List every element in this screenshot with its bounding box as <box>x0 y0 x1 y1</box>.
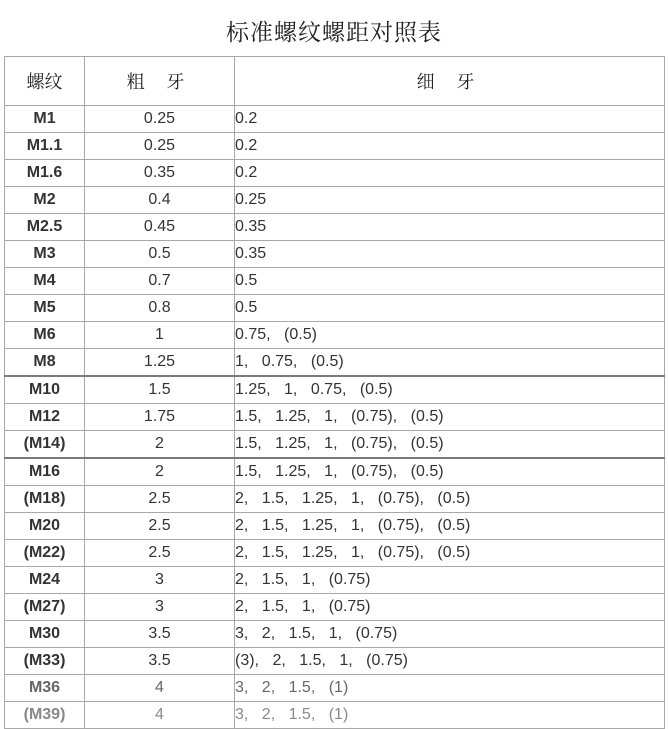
coarse-pitch-cell: 3.5 <box>85 648 235 675</box>
fine-pitch-cell: 3, 2, 1.5, (1) <box>235 702 665 729</box>
thread-size-cell: M5 <box>5 295 85 322</box>
thread-size-cell: M4 <box>5 268 85 295</box>
fine-pitch-cell: (3), 2, 1.5, 1, (0.75) <box>235 648 665 675</box>
thread-size-cell: M20 <box>5 513 85 540</box>
thread-size-cell: M2 <box>5 187 85 214</box>
table-row <box>5 648 665 675</box>
coarse-pitch-cell: 0.45 <box>85 214 235 241</box>
thread-size-cell: M10 <box>5 376 85 404</box>
thread-size-cell: M36 <box>5 675 85 702</box>
table-row <box>5 268 665 295</box>
coarse-pitch-cell: 2 <box>85 458 235 486</box>
fine-pitch-cell: 1.25, 1, 0.75, (0.5) <box>235 376 665 404</box>
thread-size-cell: M3 <box>5 241 85 268</box>
fine-pitch-cell: 0.2 <box>235 106 665 133</box>
coarse-pitch-cell: 4 <box>85 675 235 702</box>
thread-size-cell: M2.5 <box>5 214 85 241</box>
fine-pitch-cell: 2, 1.5, 1, (0.75) <box>235 567 665 594</box>
coarse-pitch-cell: 0.4 <box>85 187 235 214</box>
fine-pitch-cell: 2, 1.5, 1.25, 1, (0.75), (0.5) <box>235 540 665 567</box>
coarse-pitch-cell: 0.7 <box>85 268 235 295</box>
coarse-pitch-cell: 0.25 <box>85 133 235 160</box>
thread-size-cell: (M14) <box>5 431 85 459</box>
table-row <box>5 431 665 459</box>
fine-pitch-cell: 2, 1.5, 1.25, 1, (0.75), (0.5) <box>235 486 665 513</box>
coarse-pitch-cell: 0.25 <box>85 106 235 133</box>
fine-pitch-cell: 2, 1.5, 1.25, 1, (0.75), (0.5) <box>235 513 665 540</box>
fine-pitch-cell: 2, 1.5, 1, (0.75) <box>235 594 665 621</box>
thread-size-cell: (M33) <box>5 648 85 675</box>
coarse-pitch-cell: 0.5 <box>85 241 235 268</box>
fine-pitch-cell: 3, 2, 1.5, (1) <box>235 675 665 702</box>
fine-pitch-cell: 1, 0.75, (0.5) <box>235 349 665 377</box>
fine-pitch-cell: 0.5 <box>235 295 665 322</box>
table-row <box>5 241 665 268</box>
table-row <box>5 106 665 133</box>
table-row <box>5 160 665 187</box>
coarse-pitch-cell: 4 <box>85 702 235 729</box>
table-header-row <box>5 57 665 106</box>
fine-pitch-cell: 1.5, 1.25, 1, (0.75), (0.5) <box>235 431 665 459</box>
thread-pitch-table <box>4 56 665 729</box>
coarse-pitch-cell: 3 <box>85 594 235 621</box>
table-row <box>5 486 665 513</box>
thread-size-cell: (M27) <box>5 594 85 621</box>
coarse-pitch-cell: 1 <box>85 322 235 349</box>
thread-size-cell: M8 <box>5 349 85 377</box>
fine-pitch-cell: 0.35 <box>235 241 665 268</box>
thread-size-cell: M1 <box>5 106 85 133</box>
fine-pitch-cell: 0.35 <box>235 214 665 241</box>
table-row <box>5 540 665 567</box>
table-row <box>5 404 665 431</box>
thread-size-cell: (M39) <box>5 702 85 729</box>
thread-size-cell: M16 <box>5 458 85 486</box>
coarse-pitch-cell: 2.5 <box>85 540 235 567</box>
thread-size-cell: M1.6 <box>5 160 85 187</box>
table-row <box>5 187 665 214</box>
coarse-pitch-cell: 0.35 <box>85 160 235 187</box>
coarse-pitch-cell: 1.75 <box>85 404 235 431</box>
fine-pitch-cell: 0.25 <box>235 187 665 214</box>
coarse-pitch-cell: 1.5 <box>85 376 235 404</box>
header-thread-size: 螺纹 <box>5 57 85 106</box>
table-row <box>5 322 665 349</box>
table-row <box>5 594 665 621</box>
thread-size-cell: (M22) <box>5 540 85 567</box>
header-coarse-pitch: 粗 牙 <box>85 57 235 106</box>
table-row <box>5 513 665 540</box>
thread-size-cell: M24 <box>5 567 85 594</box>
fine-pitch-cell: 0.2 <box>235 133 665 160</box>
fine-pitch-cell: 1.5, 1.25, 1, (0.75), (0.5) <box>235 458 665 486</box>
coarse-pitch-cell: 2.5 <box>85 513 235 540</box>
coarse-pitch-cell: 0.8 <box>85 295 235 322</box>
table-row <box>5 214 665 241</box>
coarse-pitch-cell: 2.5 <box>85 486 235 513</box>
coarse-pitch-cell: 3 <box>85 567 235 594</box>
thread-size-cell: M6 <box>5 322 85 349</box>
table-row <box>5 349 665 377</box>
thread-size-cell: M30 <box>5 621 85 648</box>
table-row <box>5 675 665 702</box>
header-fine-pitch: 细 牙 <box>235 57 665 106</box>
table-row <box>5 458 665 486</box>
fine-pitch-cell: 3, 2, 1.5, 1, (0.75) <box>235 621 665 648</box>
coarse-pitch-cell: 2 <box>85 431 235 459</box>
table-row <box>5 295 665 322</box>
thread-size-cell: M12 <box>5 404 85 431</box>
page-title: 标准螺纹螺距对照表 <box>226 20 442 46</box>
table-row <box>5 133 665 160</box>
table-row <box>5 702 665 729</box>
table-row <box>5 567 665 594</box>
fine-pitch-cell: 0.2 <box>235 160 665 187</box>
thread-size-cell: (M18) <box>5 486 85 513</box>
fine-pitch-cell: 0.5 <box>235 268 665 295</box>
coarse-pitch-cell: 1.25 <box>85 349 235 377</box>
table-row <box>5 376 665 404</box>
table-row <box>5 621 665 648</box>
fine-pitch-cell: 1.5, 1.25, 1, (0.75), (0.5) <box>235 404 665 431</box>
fine-pitch-cell: 0.75, (0.5) <box>235 322 665 349</box>
coarse-pitch-cell: 3.5 <box>85 621 235 648</box>
thread-size-cell: M1.1 <box>5 133 85 160</box>
